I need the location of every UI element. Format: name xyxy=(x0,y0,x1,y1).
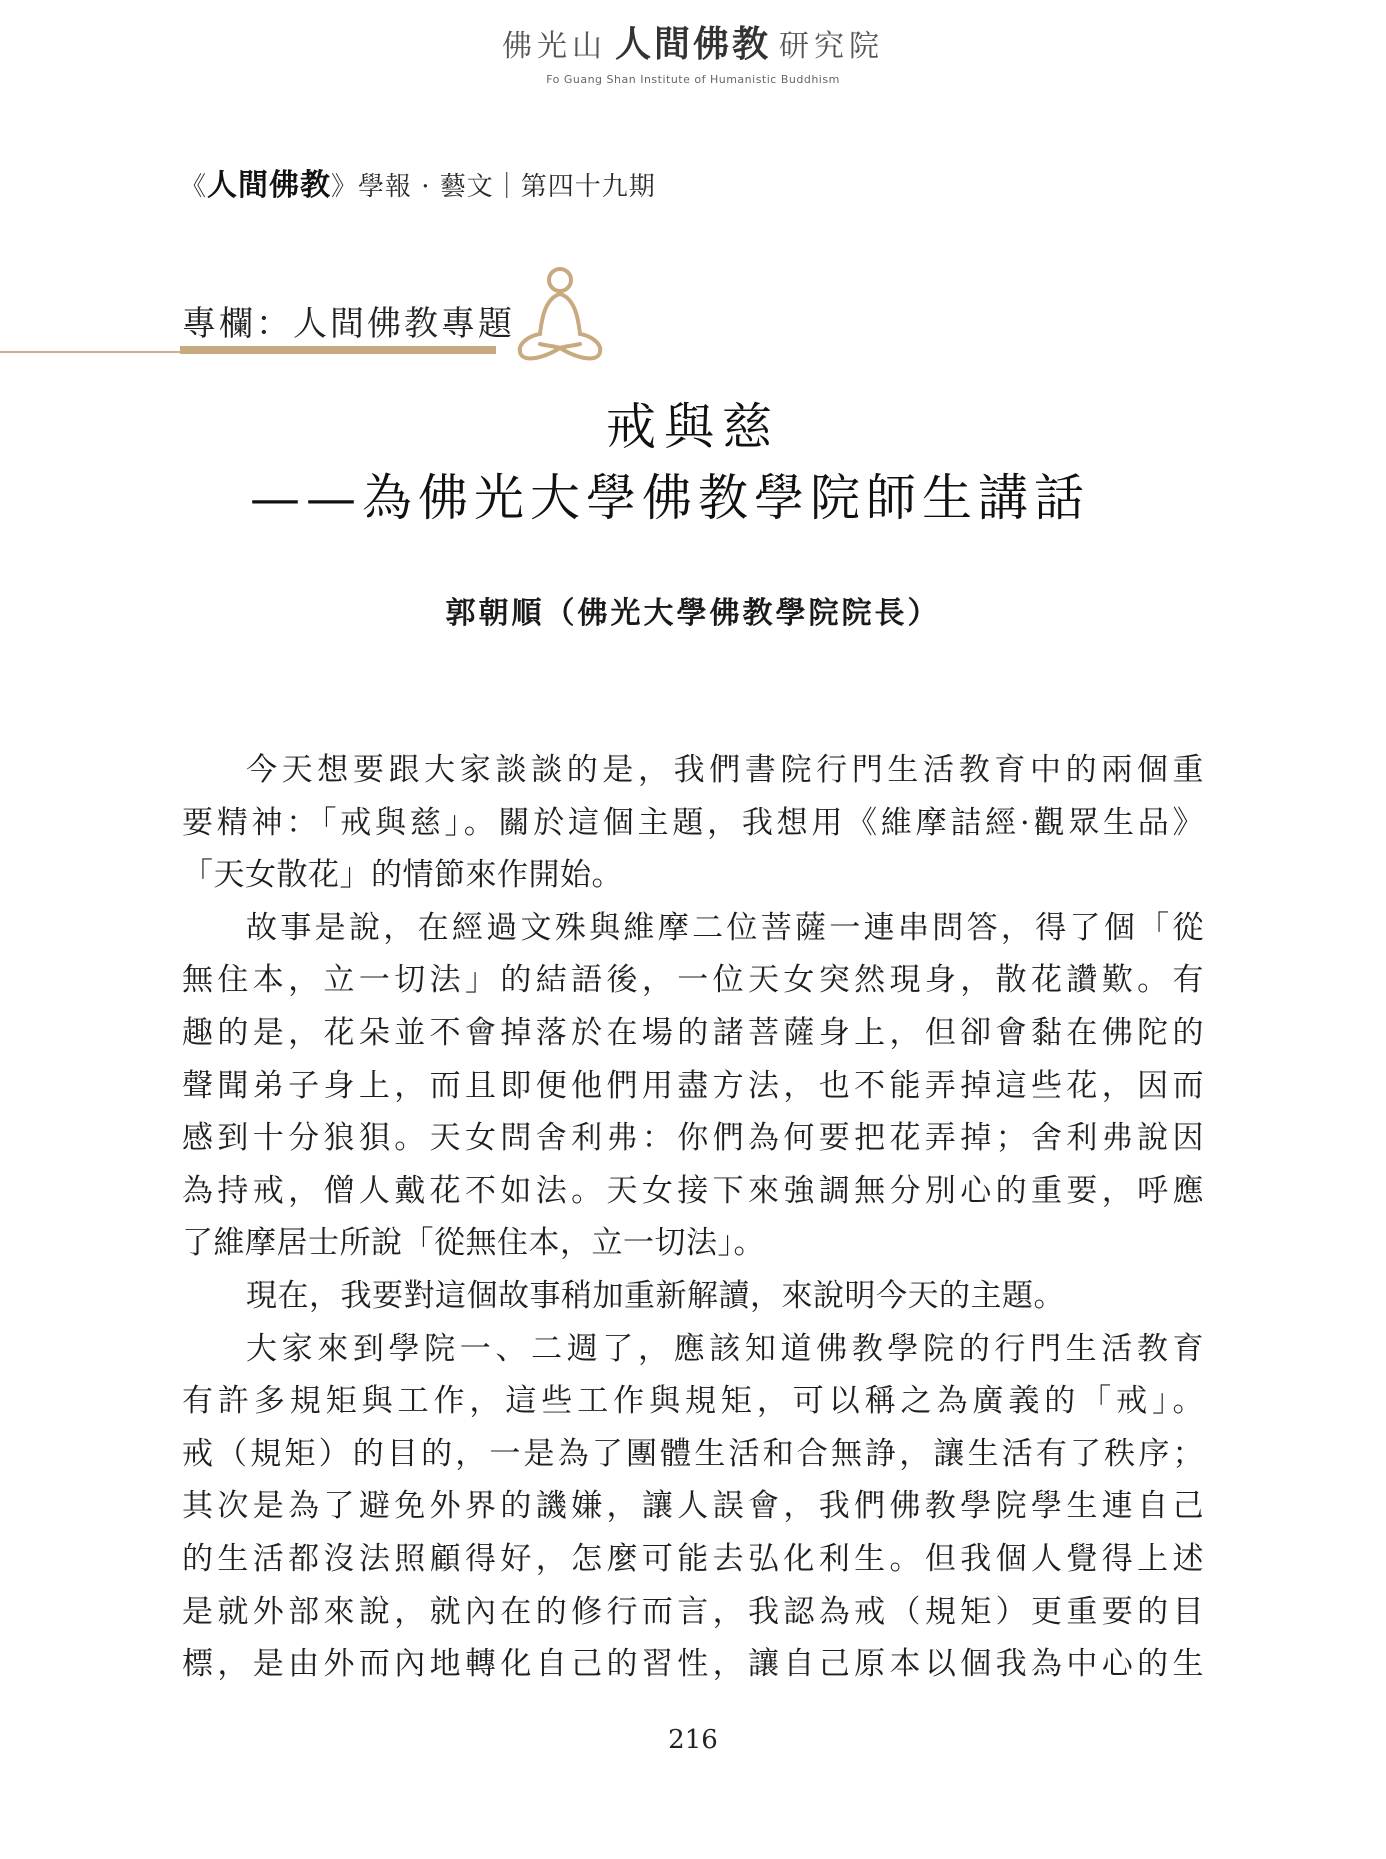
journal-brand: 人間佛教 xyxy=(207,168,332,203)
body-line: 「天女散花」的情節來作開始。 xyxy=(182,857,623,894)
body-line: 聲聞弟子身上，而且即便他們用盡方法，也不能弄掉這些花，因而 xyxy=(182,1067,1204,1104)
body-line: 故事是說，在經過文殊與維摩二位菩薩一連串問答，得了個「從 xyxy=(246,909,1204,946)
body-line: 現在，我要對這個故事稍加重新解讀，來說明今天的主題。 xyxy=(246,1277,1065,1314)
body-line: 了維摩居士所說「從無住本，立一切法」。 xyxy=(182,1225,765,1262)
journal-title xyxy=(180,160,656,204)
body-line: 大家來到學院一、二週了，應該知道佛教學院的行門生活教育 xyxy=(246,1330,1204,1367)
body-line: 今天想要跟大家談談的是，我們書院行門生活教育中的兩個重 xyxy=(246,752,1204,788)
institute-brand: 人間佛教 xyxy=(614,23,771,65)
body-line: 有許多規矩與工作，這些工作與規矩，可以稱之為廣義的「戒」。 xyxy=(182,1383,1204,1420)
institute-suffix: 研究院 xyxy=(779,29,884,64)
institute-english-name: Fo Guang Shan Institute of Humanistic Buddhism xyxy=(546,73,840,86)
body-line: 感到十分狼狽。天女問舍利弗：你們為何要把花弄掉；舍利弗說因 xyxy=(182,1120,1204,1157)
journal-issue: 》學報 · 藝文｜第四十九期 xyxy=(331,172,656,202)
journal-open-bracket: 《 xyxy=(180,172,208,202)
meditating-figure-icon xyxy=(510,264,610,366)
body-line: 無住本，立一切法」的結語後，一位天女突然現身，散花讚歎。有 xyxy=(182,962,1204,999)
body-line: 標，是由外而內地轉化自己的習性，讓自己原本以個我為中心的生 xyxy=(182,1646,1204,1683)
body-line: 的生活都沒法照顧得好，怎麼可能去弘化利生。但我個人覺得上述 xyxy=(182,1540,1204,1577)
column-rule-thin xyxy=(0,351,180,353)
column-rule-thick xyxy=(180,346,496,354)
body-line: 戒（規矩）的目的，一是為了團體生活和合無諍，讓生活有了秩序； xyxy=(182,1435,1204,1472)
institute-name xyxy=(0,24,1386,67)
institute-prefix: 佛光山 xyxy=(501,29,607,64)
page-header xyxy=(0,24,1386,86)
body-line: 要精神：「戒與慈」。關於這個主題，我想用《維摩詰經·觀眾生品》 xyxy=(182,804,1204,841)
body-line: 為持戒，僧人戴花不如法。天女接下來強調無分別心的重要，呼應 xyxy=(182,1172,1204,1209)
column-label: 專欄：人間佛教專題 xyxy=(182,304,515,344)
article-subtitle: ——為佛光大學佛教學院師生講話 xyxy=(250,469,1090,527)
body-line: 是就外部來說，就內在的修行而言，我認為戒（規矩）更重要的目 xyxy=(182,1593,1204,1630)
page-number: 216 xyxy=(668,1725,718,1755)
article-author: 郭朝順（佛光大學佛教學院院長） xyxy=(445,596,941,631)
body-line: 其次是為了避免外界的譏嫌，讓人誤會，我們佛教學院學生連自己 xyxy=(182,1488,1204,1525)
body-line: 趣的是，花朵並不會掉落於在場的諸菩薩身上，但卻會黏在佛陀的 xyxy=(182,1014,1204,1051)
article-title: 戒與慈 xyxy=(606,398,780,456)
article-body xyxy=(182,744,1204,1691)
